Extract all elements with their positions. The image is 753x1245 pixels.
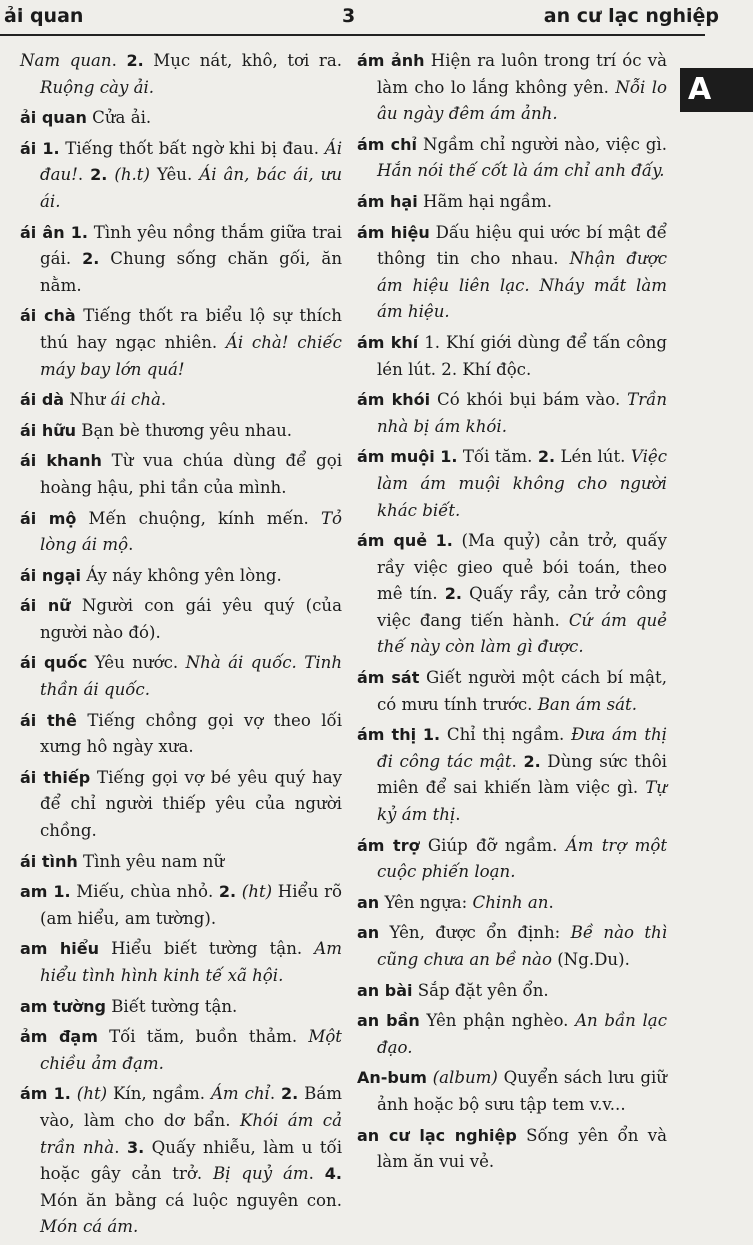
definition-text: Từ vua chúa dùng để gọi hoàng hậu, phi tần của mình. [40, 451, 342, 497]
dictionary-entry [357, 528, 667, 661]
definition-text: Quyển sách lưu giữ ảnh hoặc bộ sưu tập tem v.v... [377, 1068, 667, 1114]
definition-text: Hiểu biết tường tận. [99, 939, 315, 959]
example-text: Nhà ái quốc. Tinh thần ái quốc. [40, 653, 343, 700]
entry-headword: an [357, 923, 380, 943]
page-header [0, 0, 753, 44]
entry-headword: ám hại [357, 191, 418, 211]
header-first-word: ải quan [4, 5, 84, 27]
dictionary-entry [357, 330, 667, 383]
entry-headword: ám khí [357, 332, 419, 352]
definition-text: Yêu nước. [87, 653, 186, 673]
entry-headword: ái ngại [20, 565, 81, 585]
entry-headword: An-bum [357, 1068, 427, 1088]
sense-number: 2. [82, 249, 100, 269]
definition-text: Quấy nhiễu, làm u tối hoặc gây cản trở. [40, 1137, 343, 1184]
dictionary-entry [20, 936, 342, 989]
sense-number: 4. [324, 1164, 342, 1184]
example-text: Trần nhà bị ám khói. [377, 390, 668, 436]
dictionary-entry [20, 303, 342, 383]
dictionary-entry [20, 994, 342, 1021]
definition-text: . [160, 390, 167, 410]
example-text: Nỗi lo âu ngày đêm ám ảnh. [377, 77, 667, 124]
definition-text: Bám vào, làm cho dơ bẩn. [40, 1084, 342, 1130]
definition-text: . [308, 1164, 325, 1184]
entry-headword: ám trợ [357, 835, 420, 855]
definition-text [427, 531, 436, 550]
dictionary-entry [20, 765, 342, 845]
definition-text: Quấy rầy, cản trở công việc đang tiến hành. [377, 584, 667, 630]
definition-text: Giúp đỡ ngầm. [419, 835, 566, 855]
dictionary-entry [357, 189, 667, 216]
definition-text: Hiểu rõ (am hiểu, am tường). [40, 882, 342, 928]
definition-text: Sống yên ổn và làm ăn vui vẻ. [377, 1125, 668, 1172]
entry-headword: an cư lạc nghiệp [357, 1125, 517, 1145]
page-number: 3 [342, 5, 356, 27]
dictionary-entry [20, 563, 342, 590]
example-text: (album) [432, 1068, 498, 1088]
definition-text: Món ăn bằng cá luộc nguyên con. [40, 1190, 342, 1210]
dictionary-entry [357, 387, 667, 440]
dictionary-entry [20, 418, 342, 445]
definition-text: Biết tường tận. [105, 996, 238, 1016]
definition-text: Dấu hiệu qui ước bí mật để thông tin cho nhau. [377, 222, 667, 269]
example-text: Ám chỉ [210, 1084, 270, 1104]
dictionary-entry [357, 1008, 667, 1061]
example-text: Nhận được ám hiệu liên lạc. Nháy mắt làm ám hiệu. [377, 249, 667, 322]
definition-text: Cửa ải. [86, 108, 152, 128]
definition-text: Tiếng thốt bất ngờ khi bị đau. [59, 138, 325, 158]
example-text: Hắn nói thế cốt là ám chỉ anh đấy. [377, 161, 665, 181]
example-text: Nam quan [20, 51, 112, 70]
definition-text: Tối tăm. [457, 447, 538, 467]
definition-text: Mục nát, khô, tơi ra. [143, 51, 342, 70]
dictionary-entry [20, 879, 342, 932]
example-text: (ht) [76, 1084, 108, 1104]
sense-number: 2. [90, 165, 108, 185]
definition-text: Yên ngựa: [379, 892, 473, 912]
definition-text: . [77, 165, 91, 185]
definition-text: . [455, 805, 461, 825]
example-text: Tỏ lòng ái mộ [40, 508, 343, 555]
entry-headword: am hiểu [20, 939, 100, 959]
definition-text: Hiện ra luôn trong trí óc và làm cho lo lắng không yên. [377, 51, 667, 97]
dictionary-entry [357, 444, 667, 524]
dictionary-entry [357, 665, 667, 718]
definition-text: Yên phận nghèo. [419, 1011, 576, 1031]
sense-number: 2. [444, 584, 462, 604]
definition-text: Lén lút. [555, 447, 631, 467]
definition-text: Tiếng thốt ra biểu lộ sự thích thú hay ngạc nhiên. [40, 306, 342, 352]
definition-text: Ngầm chỉ người nào, việc gì. [417, 134, 667, 154]
dictionary-entry [357, 1065, 667, 1118]
example-text: Việc làm ám muội không cho người khác biết. [377, 447, 667, 520]
example-text: Chinh an [472, 892, 549, 912]
example-text: Tự kỷ ám thị [377, 778, 667, 825]
entry-headword: ái quốc [20, 653, 88, 673]
dictionary-entry [20, 48, 342, 101]
dictionary-entry [20, 220, 342, 300]
example-text: Bị quỷ ám [213, 1164, 309, 1184]
sense-number: 3. [126, 1137, 145, 1157]
entry-headword: ám quẻ [357, 531, 428, 551]
example-text: Ban ám sát. [537, 694, 637, 714]
sense-number: 1. [435, 531, 453, 551]
entry-headword: an bài [357, 980, 413, 1000]
dictionary-entry [20, 105, 342, 132]
dictionary-entry [20, 849, 342, 876]
entry-headword: ám muội [357, 447, 435, 467]
dictionary-entry [357, 890, 667, 917]
entry-headword: ái khanh [20, 451, 102, 471]
entry-headword: an [357, 892, 380, 912]
definition-text: Sắp đặt yên ổn. [412, 980, 549, 1000]
dictionary-entry [20, 650, 342, 703]
entry-headword: ải quan [20, 108, 87, 128]
sense-number: 2. [537, 447, 556, 467]
entry-headword: am tường [20, 996, 106, 1016]
definition-text: Bạn bè thương yêu nhau. [76, 420, 293, 440]
definition-text: Hãm hại ngầm. [417, 191, 553, 211]
sense-number: 1. [422, 725, 441, 745]
definition-text: (Ma quỷ) cản trở, quấy rầy việc gieo quẻ bói toán, theo mê tín. [377, 531, 668, 604]
entry-headword: ám hiệu [357, 222, 430, 242]
example-text: Ái ân, bác ái, ưu ái. [40, 165, 343, 211]
entry-headword: ái thiếp [20, 767, 91, 787]
dictionary-entry [357, 1123, 667, 1176]
definition-text: Có khói bụi bám vào. [430, 390, 628, 410]
entry-headword: ái mộ [20, 508, 77, 528]
dictionary-entry [20, 387, 342, 414]
sense-number: 2. [126, 51, 144, 70]
definition-text: Tình yêu nam nữ [77, 851, 225, 871]
dictionary-entry [20, 136, 342, 216]
dictionary-entry [357, 722, 667, 828]
right-column [357, 48, 667, 1180]
definition-text: 1. Khí giới dùng để tấn công lén lút. 2. Khí độc. [377, 332, 667, 379]
left-column [20, 48, 342, 1245]
dictionary-entry [20, 448, 342, 501]
entry-headword: ái ân 1. [20, 222, 88, 242]
entry-headword: ái dà [20, 390, 65, 410]
header-last-word: an cư lạc nghiệp [543, 5, 719, 27]
example-text: Am hiểu tình hình kinh tế xã hội. [40, 939, 342, 985]
entry-headword: ám 1. [20, 1084, 71, 1104]
example-text: Đưa ám thị đi công tác mật [377, 725, 667, 771]
definition-text: Tiếng gọi vợ bé yêu quý hay để chỉ người thiếp yêu của người chồng. [40, 767, 342, 841]
dictionary-entry [20, 1081, 342, 1241]
entry-headword: ám ảnh [357, 51, 425, 70]
entry-headword: ảm đạm [20, 1027, 98, 1047]
definition-text: Như [64, 390, 111, 410]
entry-headword: ái tình [20, 851, 78, 871]
dictionary-entry [20, 1024, 342, 1077]
sense-number: 2. [281, 1084, 299, 1104]
entry-headword: am 1. [20, 882, 71, 902]
definition-text: Dùng sức thôi miên để sai khiến làm việc gì. [377, 751, 667, 798]
sense-number: 2. [523, 751, 541, 771]
definition-text: Áy náy không yên lòng. [80, 565, 282, 585]
definition-text: (Ng.Du). [551, 950, 630, 969]
definition-text: . [114, 1137, 127, 1157]
example-text: Ám trợ một cuộc phiến loạn. [377, 835, 667, 882]
definition-text: . [128, 535, 134, 555]
example-text: Cứ ám quẻ thế này còn làm gì được. [377, 610, 667, 657]
entry-headword: ám sát [357, 668, 420, 688]
dictionary-entry [357, 48, 667, 128]
dictionary-entry [357, 920, 667, 973]
definition-text: Tiếng chồng gọi vợ theo lối xưng hô ngày xưa. [40, 710, 343, 757]
example-text: Món cá ám. [40, 1217, 139, 1237]
example-text: Khói ám cả trần nhà [40, 1110, 342, 1157]
dictionary-entry [20, 708, 342, 761]
example-text: Ruộng cày ải. [40, 77, 155, 97]
example-text: (h.t) [114, 165, 150, 185]
dictionary-entry [357, 978, 667, 1005]
example-text: (ht) [241, 882, 273, 902]
example-text: Ái đau! [40, 138, 343, 185]
dictionary-entry [20, 593, 342, 646]
definition-text: Mến chuộng, kính mến. [76, 508, 321, 528]
definition-text: . [548, 892, 554, 912]
entry-headword: ái nữ [20, 596, 71, 616]
dictionary-entry [357, 833, 667, 886]
definition-text: . [111, 51, 127, 70]
definition-text: Tối tăm, buồn thảm. [97, 1027, 309, 1047]
dictionary-entry [357, 220, 667, 326]
example-text: Ái chà! chiếc máy bay lớn quá! [40, 332, 342, 379]
sense-number: 2. [218, 882, 237, 902]
definition-text: Người con gái yêu quý (của người nào đó). [40, 596, 342, 642]
entry-headword: ái 1. [20, 138, 60, 158]
definition-text: Yêu. [149, 165, 200, 185]
sense-number: 1. [440, 447, 458, 467]
definition-text: Kín, ngầm. [107, 1084, 211, 1104]
entry-headword: ám chỉ [357, 134, 418, 154]
definition-text: Tình yêu nồng thắm giữa trai gái. [40, 222, 342, 269]
entry-headword: ám thị [357, 725, 417, 745]
entry-headword: ám khói [357, 390, 431, 410]
definition-text: Chung sống chăn gối, ăn nằm. [40, 249, 343, 295]
example-text: Một chiều ảm đạm. [40, 1027, 342, 1073]
entry-headword: ái thê [20, 710, 77, 730]
definition-text: Miếu, chùa nhỏ. [70, 882, 219, 902]
example-text: An bần lạc đạo. [377, 1011, 667, 1057]
example-text: Bề nào thì cũng chưa an bề nào [377, 923, 668, 969]
definition-text: Yên, được ổn định: [379, 923, 571, 943]
example-text: ái chà [110, 390, 161, 410]
definition-text: Giết người một cách bí mật, có mưu tính trước. [377, 668, 667, 714]
definition-text [416, 725, 423, 744]
header-rule [0, 34, 705, 36]
entry-headword: ái hữu [20, 420, 77, 440]
definition-text: . [269, 1084, 282, 1104]
entry-headword: an bần [357, 1011, 420, 1031]
section-letter-tab: A [680, 68, 753, 112]
definition-text: . [511, 751, 524, 771]
entry-headword: ái chà [20, 306, 76, 326]
dictionary-entry [20, 506, 342, 559]
dictionary-entry [357, 132, 667, 185]
definition-text: Chỉ thị ngầm. [440, 725, 572, 745]
